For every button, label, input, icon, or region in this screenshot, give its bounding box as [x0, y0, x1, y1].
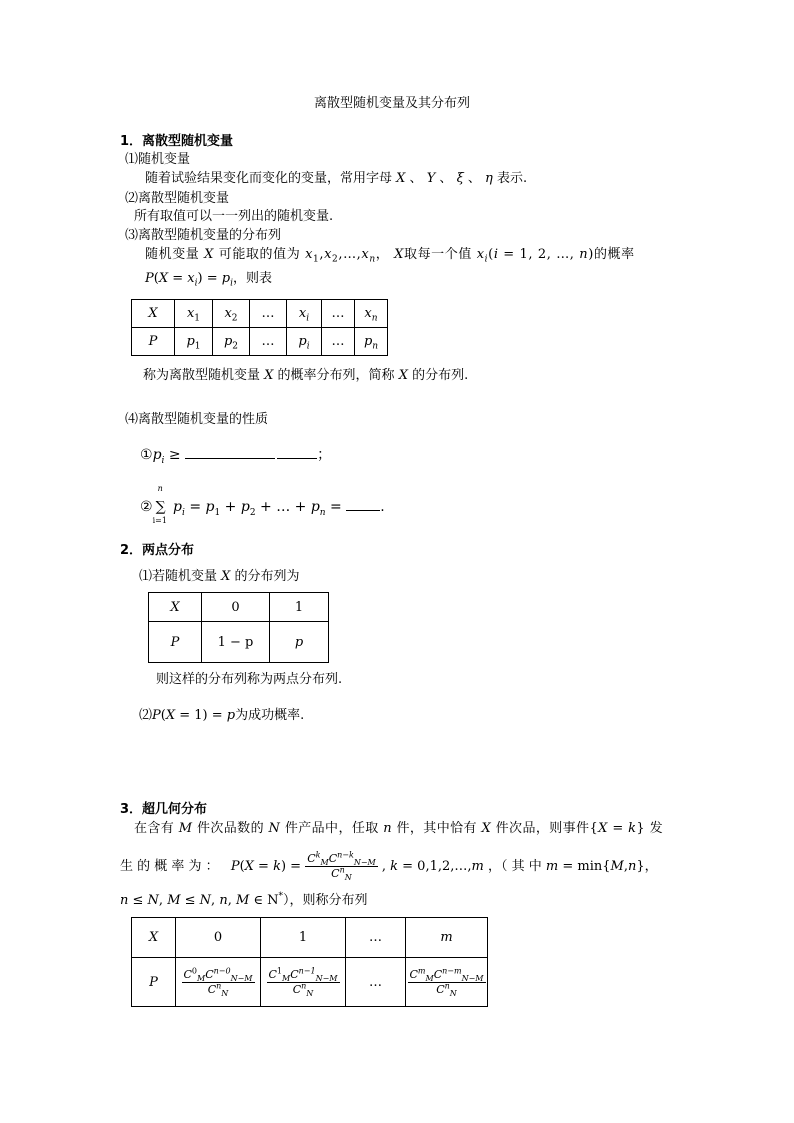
property-1: $①p_i$ ≥ ；: [140, 447, 332, 466]
table-note: 称为离散型随机变量 X 的概率分布列，简称 X 的分布列.: [143, 368, 469, 383]
s1-p1-text: 随着试验结果变化而变化的变量，常用字母 X 、 Y 、 ξ 、 η 表示.: [145, 171, 528, 186]
section-1-heading: 1．离散型随机变量: [120, 134, 234, 149]
s1-p2-text: 所有取值可以一一列出的随机变量.: [134, 209, 334, 224]
s1-p3-formula: $P(X = x_i) = p_i$，则表: [145, 271, 272, 289]
s3-line-3: n ≤ N, M ≤ N, n, M ∈ N*），则称分布列: [120, 891, 368, 908]
s1-p1-label: ⑴随机变量: [125, 152, 191, 167]
page-title: 离散型随机变量及其分布列: [314, 96, 471, 111]
s1-p2-label: ⑵离散型随机变量: [125, 191, 230, 206]
s2-note: 则这样的分布列称为两点分布列.: [156, 672, 343, 687]
distribution-table: X $x_1$ $x_2$ … $x_i$ … $x_n$ P $p_1$ $p_2$ … $p_i$ … $p_n$: [131, 299, 388, 356]
s2-p1: ⑴若随机变量 X 的分布列为: [139, 569, 300, 584]
two-point-table: X 0 1 P 1 − p p: [148, 592, 329, 663]
s3-line-1: 在含有 M 件次品数的 N 件产品中，任取 n 件，其中恰有 X 件次品，则事件{X = k} 发: [134, 821, 664, 836]
s2-p2: ⑵P(X = 1) = p为成功概率.: [139, 708, 305, 723]
s1-p4-label: ⑷离散型随机变量的性质: [125, 412, 269, 427]
s3-line-2: 生 的 概 率 为 ： P(X = k) = $\frac{C^k_MC^{n-k}_{N-M}}{C^n_N}$ , k = 0,1,2,…,m ，（ 其 中 m = min{M,n}，: [120, 850, 658, 883]
s1-p3-label: ⑶离散型随机变量的分布列: [125, 228, 282, 243]
hypergeometric-table: X 0 1 … m P $\frac{C^0_MC^{n-0}_{N-M}}{C^n_N}$ $\frac{C^1_MC^{n-1}_{N-M}}{C^n_N}$ … $\frac{C^m_MC^{n-m}_{N-M}}{C^n_N}$: [131, 917, 488, 1007]
section-2-heading: 2．两点分布: [120, 543, 195, 558]
s1-p3-text: 随机变量 X 可能取的值为 $x_1,x_2,\dots,x_n$， X取每一个值 $x_i(i = 1$, 2, …, n)的概率: [145, 247, 635, 265]
property-2: ② ∑ n i=1 $p_i = p_1 + p_2$ + … + $p_n$ = .: [140, 484, 385, 525]
section-3-heading: 3．超几何分布: [120, 802, 208, 817]
